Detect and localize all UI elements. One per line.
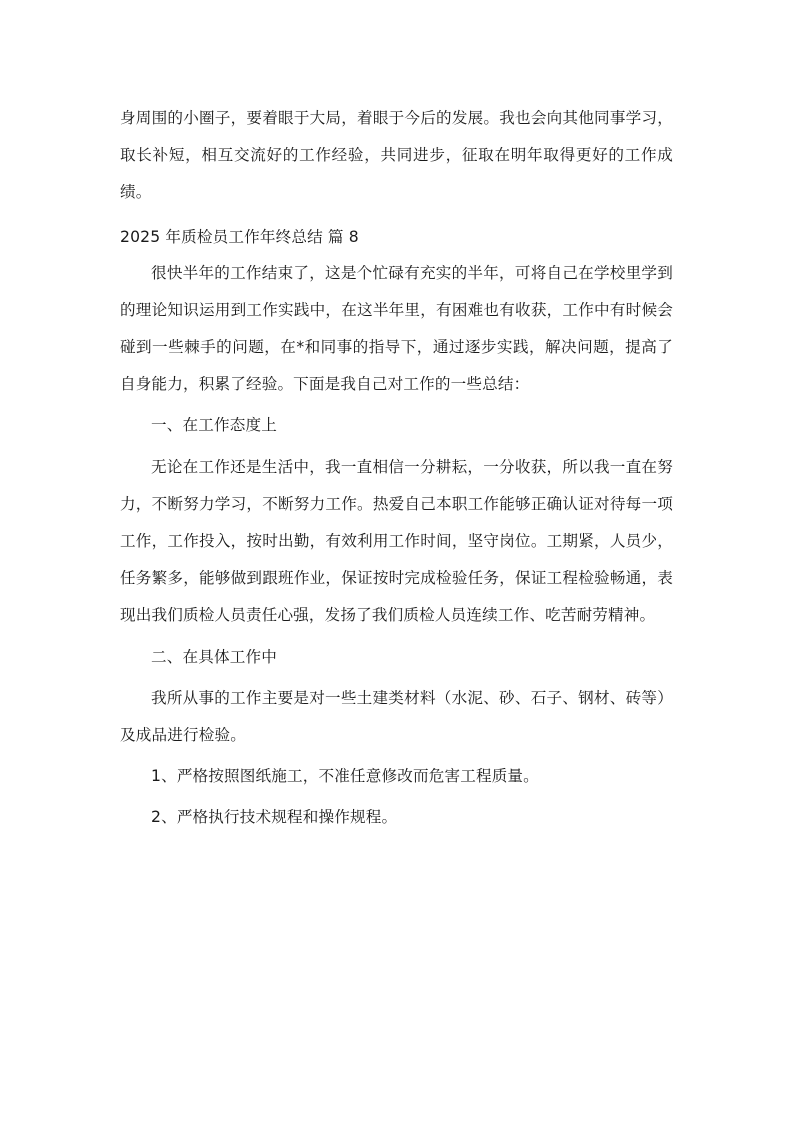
- body-paragraph: 身周围的小圈子，要着眼于大局，着眼于今后的发展。我也会向其他同事学习，取长补短，相互交流好的工作经验，共同进步，征取在明年取得更好的工作成绩。: [120, 109, 673, 202]
- section-heading: 2025 年质检员工作年终总结 篇 8: [120, 227, 359, 246]
- subheading-paragraph: 二、在具体工作中: [151, 647, 277, 666]
- body-paragraph: 无论在工作还是生活中，我一直相信一分耕耘，一分收获，所以我一直在努力，不断努力学习，不断努力工作。热爱自己本职工作能够正确认证对待每一项工作，工作投入，按时出勤，有效利用工作时间，坚守岗位。工期紧，人员少，任务繁多，能够做到跟班作业，保证按时完成检验任务，保证工程检验畅通，表现出我们质检人员责任心强，发扬了我们质检人员连续工作、吃苦耐劳精神。: [120, 457, 673, 625]
- body-paragraph: 我所从事的工作主要是对一些土建类材料（水泥、砂、石子、钢材、砖等）及成品进行检验。: [120, 688, 673, 745]
- document-body: [120, 100, 673, 837]
- list-item: 2、严格执行技术规程和操作规程。: [151, 808, 398, 827]
- subheading-paragraph: 一、在工作态度上: [151, 416, 277, 435]
- body-paragraph: 很快半年的工作结束了，这是个忙碌有充实的半年，可将自己在学校里学到的理论知识运用到工作实践中，在这半年里，有困难也有收获，工作中有时候会碰到一些棘手的问题，在*和同事的指导下，通过逐步实践，解决问题，提高了自身能力，积累了经验。下面是我自己对工作的一些总结：: [120, 263, 673, 394]
- list-item: 1、严格按照图纸施工，不准任意修改而危害工程质量。: [151, 767, 539, 786]
